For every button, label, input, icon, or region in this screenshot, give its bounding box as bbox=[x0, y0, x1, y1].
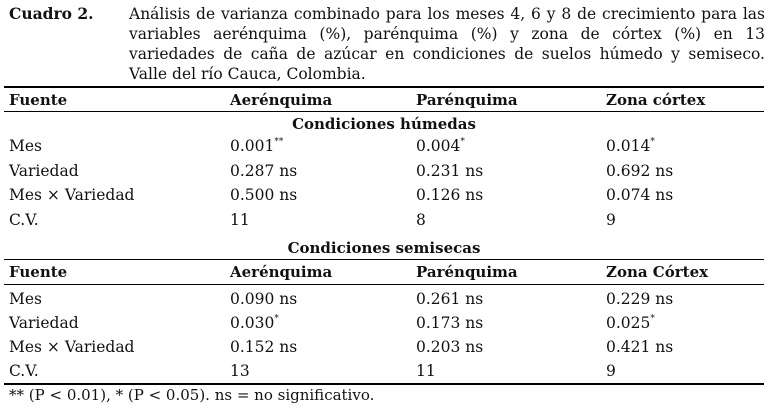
header-cell: Parénquima bbox=[416, 263, 518, 281]
table-row bbox=[0, 288, 768, 310]
caption-label: Cuadro 2. bbox=[9, 4, 94, 23]
header-cell: Fuente bbox=[9, 91, 68, 109]
table-row bbox=[0, 360, 768, 382]
table-row bbox=[0, 184, 768, 206]
table-cell: 0.203 ns bbox=[416, 338, 484, 356]
table-row bbox=[0, 312, 768, 334]
row-label-cell: Variedad bbox=[9, 161, 79, 180]
table-cell: 11 bbox=[416, 362, 436, 380]
table-row bbox=[0, 160, 768, 182]
header-rule-semi bbox=[4, 284, 764, 285]
table-cell: 13 bbox=[230, 362, 250, 380]
row-label-cell: C.V. bbox=[9, 362, 39, 380]
table-row bbox=[0, 336, 768, 358]
row-label-cell: Mes × Variedad bbox=[9, 186, 135, 204]
section-title-humid: Condiciones húmedas bbox=[292, 115, 476, 133]
table-cell: 0.173 ns bbox=[416, 314, 484, 332]
table-cell: 0.261 ns bbox=[416, 290, 484, 308]
table-cell: 0.500 ns bbox=[230, 186, 298, 204]
table-cell: 0.001** bbox=[230, 137, 284, 155]
header-cell: Zona Córtex bbox=[606, 263, 709, 281]
table-cell: 9 bbox=[606, 362, 616, 380]
table-cell: 0.074 ns bbox=[606, 186, 674, 204]
table-cell: 0.231 ns bbox=[416, 161, 484, 180]
row-label-cell: C.V. bbox=[9, 210, 39, 229]
header-cell: Zona córtex bbox=[606, 91, 706, 109]
significance-mark: * bbox=[460, 137, 465, 147]
section-title-semi: Condiciones semisecas bbox=[287, 239, 481, 257]
table-cell: 0.229 ns bbox=[606, 290, 674, 308]
row-label-cell: Mes bbox=[9, 137, 42, 155]
table-cell: 0.287 ns bbox=[230, 161, 298, 180]
table-cell: 0.090 ns bbox=[230, 290, 298, 308]
row-label-cell: Mes × Variedad bbox=[9, 338, 135, 356]
header-rule bbox=[4, 111, 764, 112]
table-cell: 0.004* bbox=[416, 137, 465, 155]
caption-text: Análisis de varianza combinado para los meses 4, 6 y 8 de crecimiento para las variables aerénquima (%), parénquima (%) y zona de córtex (%) en 13 variedades de caña de azúcar en condiciones de suelos húmedo y semiseco. Valle del río Cauca, Colombia. bbox=[129, 5, 765, 83]
header-row-semi bbox=[0, 261, 768, 283]
table-cell: 0.014* bbox=[606, 137, 655, 155]
top-rule bbox=[4, 86, 764, 88]
table-cell: 8 bbox=[416, 210, 426, 229]
row-label-cell: Variedad bbox=[9, 314, 79, 332]
header-cell: Aerénquima bbox=[230, 263, 333, 281]
header-cell: Fuente bbox=[9, 263, 68, 281]
row-label-cell: Mes bbox=[9, 290, 42, 308]
table-row bbox=[0, 209, 768, 231]
table-cell: 11 bbox=[230, 210, 250, 229]
significance-mark: * bbox=[650, 137, 655, 147]
header-cell: Parénquima bbox=[416, 91, 518, 109]
table-cell: 0.126 ns bbox=[416, 186, 484, 204]
significance-mark: * bbox=[274, 314, 279, 324]
header-row-humid bbox=[0, 89, 768, 111]
significance-mark: * bbox=[650, 314, 655, 324]
table-cell: 0.421 ns bbox=[606, 338, 674, 356]
section-rule bbox=[4, 259, 764, 260]
table-cell: 0.030* bbox=[230, 314, 279, 332]
table-row bbox=[0, 135, 768, 157]
table-cell: 0.025* bbox=[606, 314, 655, 332]
footnote: ** (P < 0.01), * (P < 0.05). ns = no significativo. bbox=[9, 386, 375, 404]
table-cell: 0.152 ns bbox=[230, 338, 298, 356]
table-cell: 0.692 ns bbox=[606, 161, 674, 180]
table-cell: 9 bbox=[606, 210, 616, 229]
significance-mark: ** bbox=[274, 137, 284, 147]
header-cell: Aerénquima bbox=[230, 91, 333, 109]
